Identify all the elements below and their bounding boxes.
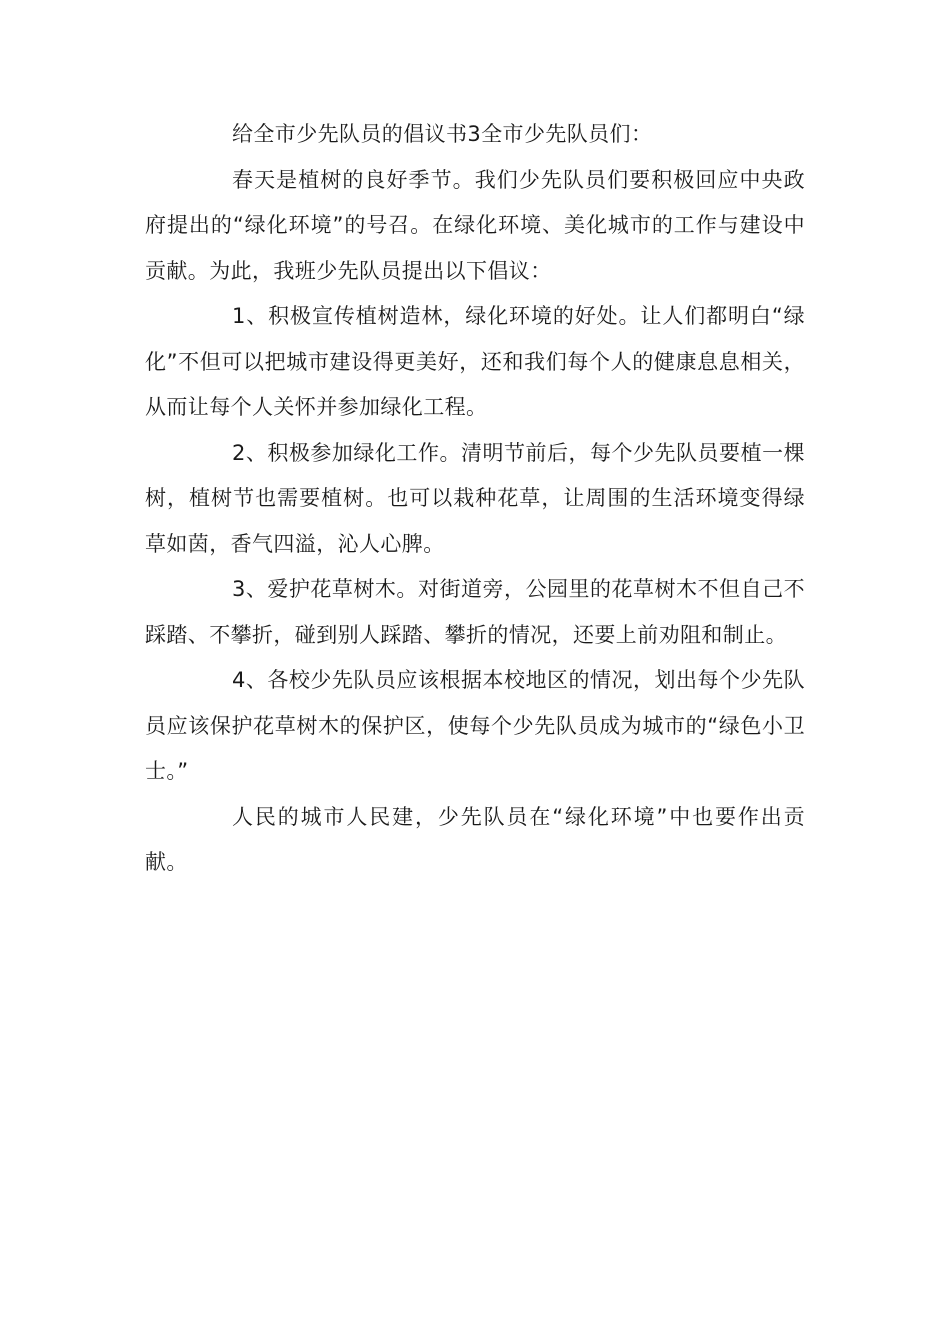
paragraph-closing: 人民的城市人民建，少先队员在“绿化环境”中也要作出贡献。 [145,804,805,874]
paragraph-intro: 春天是植树的良好季节。我们少先队员们要积极回应中央政府提出的“绿化环境”的号召。在绿化环境、美化城市的工作与建设中贡献。为此，我班少先队员提出以下倡议： [145,167,805,283]
paragraph-item-1: 1、积极宣传植树造林，绿化环境的好处。让人们都明白“绿化”不但可以把城市建设得更美好，还和我们每个人的健康息息相关，从而让每个人关怀并参加绿化工程。 [145,304,805,419]
paragraph-item-3: 3、爱护花草树木。对街道旁，公园里的花草树木不但自己不踩踏、不攀折，碰到别人踩踏、攀折的情况，还要上前劝阻和制止。 [145,577,805,647]
document-page [145,112,805,886]
paragraph-item-2: 2、积极参加绿化工作。清明节前后，每个少先队员要植一棵树，植树节也需要植树。也可以栽种花草，让周围的生活环境变得绿草如茵，香气四溢，沁人心脾。 [145,440,805,556]
document-heading-line: 给全市少先队员的倡议书3全市少先队员们： [232,122,653,146]
paragraph-item-4: 4、各校少先队员应该根据本校地区的情况，划出每个少先队员应该保护花草树木的保护区，使每个少先队员成为城市的“绿色小卫士。” [145,668,805,783]
